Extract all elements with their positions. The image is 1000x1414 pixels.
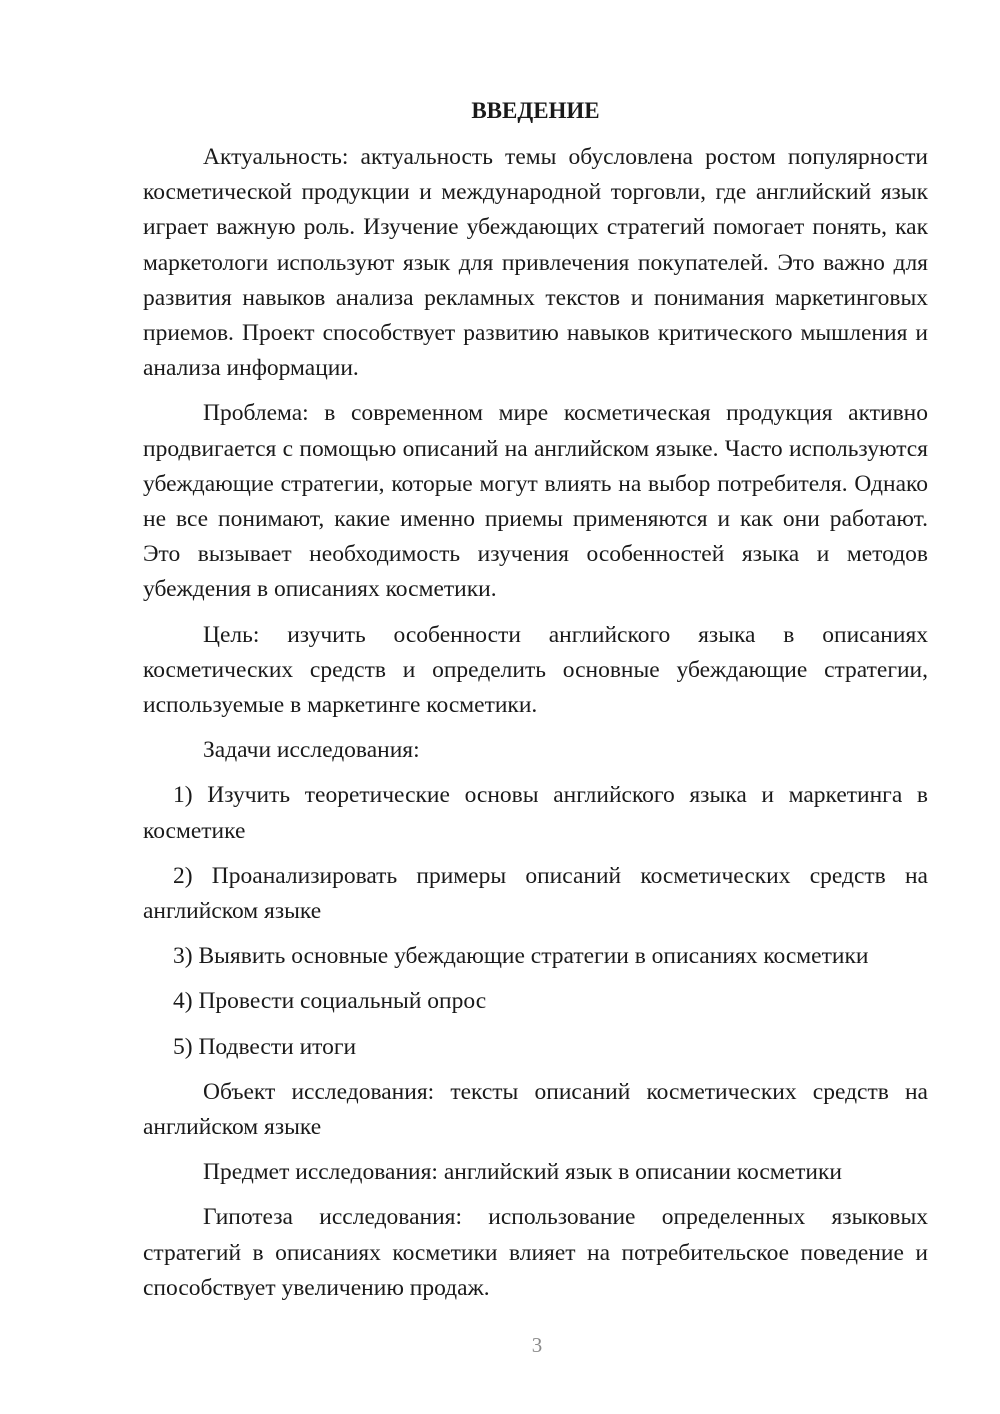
- subject-paragraph: Предмет исследования: английский язык в описании косметики: [203, 1159, 842, 1186]
- object-paragraph: Объект исследования: тексты описаний косметических средств на английском языке: [143, 1078, 928, 1141]
- page-number: 3: [531, 1333, 543, 1357]
- page-title: ВВЕДЕНИЕ: [471, 98, 600, 123]
- hypothesis-paragraph: Гипотеза исследования: использование определенных языковых стратегий в описаниях косметики влияет на потребительское поведение и способствует увеличению продаж.: [143, 1204, 928, 1301]
- page-content: [143, 96, 928, 1316]
- goal-paragraph: Цель: изучить особенности английского языка в описаниях косметических средств и определить основные убеждающие стратегии, используемые в маркетинге косметики.: [143, 621, 928, 719]
- task-item-5: 5) Подвести итоги: [173, 1033, 357, 1060]
- task-item-3: 3) Выявить основные убеждающие стратегии в описаниях косметики: [173, 943, 869, 970]
- task-item-4: 4) Провести социальный опрос: [173, 988, 487, 1015]
- problem-paragraph: Проблема: в современном мире косметическая продукция активно продвигается с помощью описаний на английском языке. Часто используются убеждающие стратегии, которые могут влиять на выбор потребителя. Однако не все понимают, какие именно приемы применяются и как они работают. Это вызывает необходимость изучения особенностей языка и методов убеждения в описаниях косметики.: [143, 400, 928, 603]
- tasks-heading: Задачи исследования:: [203, 737, 420, 764]
- relevance-paragraph: Актуальность: актуальность темы обусловлена ростом популярности косметической продукции и международной торговли, где английский язык играет важную роль. Изучение убеждающих стратегий помогает понять, как маркетологи используют язык для привлечения покупателей. Это важно для развития навыков анализа рекламных текстов и понимания маркетинговых приемов. Проект способствует развитию навыков критического мышления и анализа информации.: [143, 144, 928, 382]
- task-item-1: 1) Изучить теоретические основы английского языка и маркетинга в косметике: [143, 782, 928, 844]
- task-item-2: 2) Проанализировать примеры описаний косметических средств на английском языке: [143, 862, 928, 925]
